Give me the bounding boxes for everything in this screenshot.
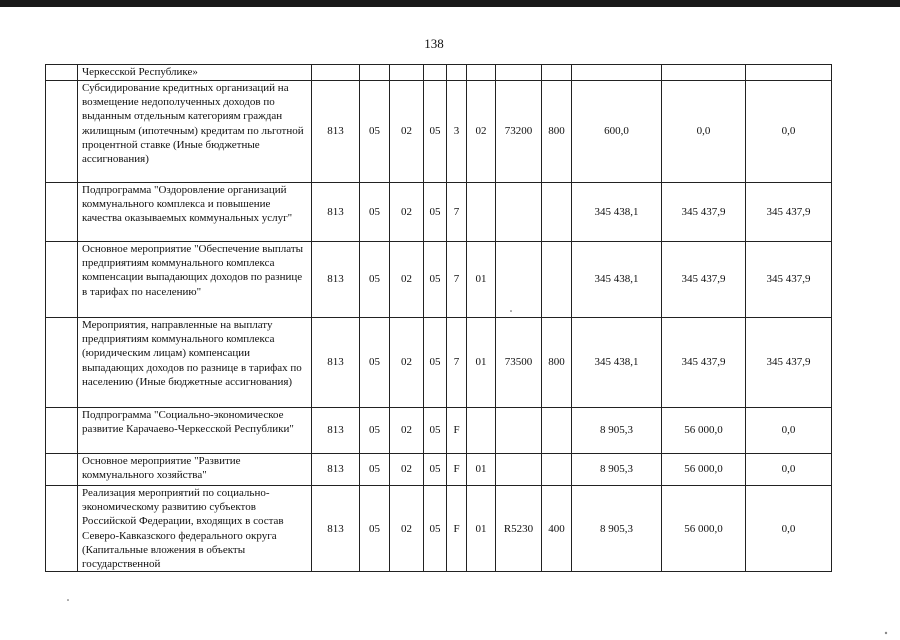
subsection-cell: 02 <box>390 486 424 572</box>
expense-type-cell: 800 <box>542 81 572 183</box>
amount-year1-cell: 8 905,3 <box>572 408 662 454</box>
program-cell: 05 <box>424 318 447 408</box>
direction-code-cell <box>496 408 542 454</box>
main-activity-cell <box>467 408 496 454</box>
amount-year3-cell: 345 437,9 <box>746 318 832 408</box>
row-number-cell <box>46 183 78 242</box>
description-cell: Подпрограмма "Социально-экономическое развитие Карачаево-Черкесской Республики" <box>78 408 312 454</box>
row-number-cell <box>46 454 78 486</box>
table-row <box>46 183 832 242</box>
expense-type-cell <box>542 408 572 454</box>
row-number-cell <box>46 318 78 408</box>
section-cell <box>360 65 390 81</box>
subsection-cell <box>390 65 424 81</box>
subsection-cell: 02 <box>390 183 424 242</box>
program-cell: 05 <box>424 81 447 183</box>
subsection-cell: 02 <box>390 242 424 318</box>
ministry-code-cell: 813 <box>312 486 360 572</box>
section-cell: 05 <box>360 408 390 454</box>
row-number-cell <box>46 486 78 572</box>
amount-year1-cell: 600,0 <box>572 81 662 183</box>
amount-year3-cell: 345 437,9 <box>746 183 832 242</box>
section-cell: 05 <box>360 81 390 183</box>
program-cell: 05 <box>424 408 447 454</box>
expense-type-cell <box>542 65 572 81</box>
subprogram-cell: 7 <box>447 318 467 408</box>
table-row <box>46 65 832 81</box>
program-cell: 05 <box>424 486 447 572</box>
table-row <box>46 242 832 318</box>
section-cell: 05 <box>360 486 390 572</box>
section-cell: 05 <box>360 318 390 408</box>
amount-year2-cell: 56 000,0 <box>662 486 746 572</box>
section-cell: 05 <box>360 242 390 318</box>
direction-code-cell: 73200 <box>496 81 542 183</box>
row-number-cell <box>46 65 78 81</box>
table-row <box>46 318 832 408</box>
program-cell: 05 <box>424 454 447 486</box>
subprogram-cell: 3 <box>447 81 467 183</box>
expense-type-cell <box>542 454 572 486</box>
description-cell: Реализация мероприятий по социально-экономическому развитию субъектов Российской Федерации, входящих в состав Северо-Кавказского федерального округа (Капитальные вложения в объекты государственной <box>78 486 312 572</box>
expense-type-cell <box>542 183 572 242</box>
amount-year2-cell: 345 437,9 <box>662 183 746 242</box>
subsection-cell: 02 <box>390 454 424 486</box>
program-cell: 05 <box>424 183 447 242</box>
subsection-cell: 02 <box>390 81 424 183</box>
direction-code-cell: R5230 <box>496 486 542 572</box>
scan-speck <box>885 632 887 634</box>
main-activity-cell: 01 <box>467 454 496 486</box>
ministry-code-cell: 813 <box>312 242 360 318</box>
table-row <box>46 408 832 454</box>
subprogram-cell: 7 <box>447 183 467 242</box>
direction-code-cell: 73500 <box>496 318 542 408</box>
ministry-code-cell: 813 <box>312 454 360 486</box>
description-cell: Основное мероприятие "Развитие коммунального хозяйства" <box>78 454 312 486</box>
amount-year1-cell: 345 438,1 <box>572 318 662 408</box>
table-row <box>46 81 832 183</box>
direction-code-cell <box>496 242 542 318</box>
scan-speck <box>67 599 69 601</box>
amount-year2-cell: 56 000,0 <box>662 454 746 486</box>
program-cell: 05 <box>424 242 447 318</box>
subsection-cell: 02 <box>390 408 424 454</box>
amount-year1-cell: 8 905,3 <box>572 454 662 486</box>
amount-year3-cell: 0,0 <box>746 486 832 572</box>
amount-year3-cell <box>746 65 832 81</box>
amount-year3-cell: 0,0 <box>746 408 832 454</box>
subprogram-cell: F <box>447 408 467 454</box>
description-cell: Подпрограмма "Оздоровление организаций коммунального комплекса и повышение качества оказываемых коммунальных услуг" <box>78 183 312 242</box>
scan-top-border <box>0 0 900 7</box>
amount-year1-cell: 345 438,1 <box>572 183 662 242</box>
table-row <box>46 486 832 572</box>
amount-year3-cell: 345 437,9 <box>746 242 832 318</box>
amount-year3-cell: 0,0 <box>746 454 832 486</box>
section-cell: 05 <box>360 454 390 486</box>
amount-year1-cell: 345 438,1 <box>572 242 662 318</box>
row-number-cell <box>46 81 78 183</box>
expense-type-cell: 400 <box>542 486 572 572</box>
ministry-code-cell: 813 <box>312 183 360 242</box>
table-body <box>46 65 832 572</box>
amount-year2-cell: 345 437,9 <box>662 318 746 408</box>
main-activity-cell <box>467 65 496 81</box>
main-activity-cell: 01 <box>467 318 496 408</box>
budget-table <box>45 64 832 572</box>
main-activity-cell <box>467 183 496 242</box>
direction-code-cell <box>496 183 542 242</box>
subprogram-cell: F <box>447 454 467 486</box>
amount-year2-cell: 345 437,9 <box>662 242 746 318</box>
amount-year2-cell: 0,0 <box>662 81 746 183</box>
subprogram-cell: 7 <box>447 242 467 318</box>
main-activity-cell: 01 <box>467 242 496 318</box>
page-number: 138 <box>424 36 444 51</box>
section-cell: 05 <box>360 183 390 242</box>
main-activity-cell: 01 <box>467 486 496 572</box>
amount-year1-cell: 8 905,3 <box>572 486 662 572</box>
description-cell: Основное мероприятие "Обеспечение выплаты предприятиям коммунального комплекса компенсации выпадающих доходов по разнице в тарифах по населению" <box>78 242 312 318</box>
description-cell: Субсидирование кредитных организаций на возмещение недополученных доходов по выданным отдельным категориям граждан жилищным (ипотечным) кредитам по льготной процентной ставке (Иные бюджетные ассигнования) <box>78 81 312 183</box>
amount-year2-cell <box>662 65 746 81</box>
amount-year2-cell: 56 000,0 <box>662 408 746 454</box>
direction-code-cell <box>496 454 542 486</box>
ministry-code-cell: 813 <box>312 318 360 408</box>
row-number-cell <box>46 242 78 318</box>
amount-year1-cell <box>572 65 662 81</box>
expense-type-cell: 800 <box>542 318 572 408</box>
row-number-cell <box>46 408 78 454</box>
ministry-code-cell: 813 <box>312 408 360 454</box>
expense-type-cell <box>542 242 572 318</box>
program-cell <box>424 65 447 81</box>
ministry-code-cell: 813 <box>312 81 360 183</box>
subprogram-cell: F <box>447 486 467 572</box>
description-cell: Черкесской Республике» <box>78 65 312 81</box>
ministry-code-cell <box>312 65 360 81</box>
main-activity-cell: 02 <box>467 81 496 183</box>
subsection-cell: 02 <box>390 318 424 408</box>
direction-code-cell <box>496 65 542 81</box>
amount-year3-cell: 0,0 <box>746 81 832 183</box>
table-row <box>46 454 832 486</box>
subprogram-cell <box>447 65 467 81</box>
description-cell: Мероприятия, направленные на выплату предприятиям коммунального комплекса (юридическим лицам) компенсации выпадающих доходов по разнице в тарифах по населению (Иные бюджетные ассигнования) <box>78 318 312 408</box>
